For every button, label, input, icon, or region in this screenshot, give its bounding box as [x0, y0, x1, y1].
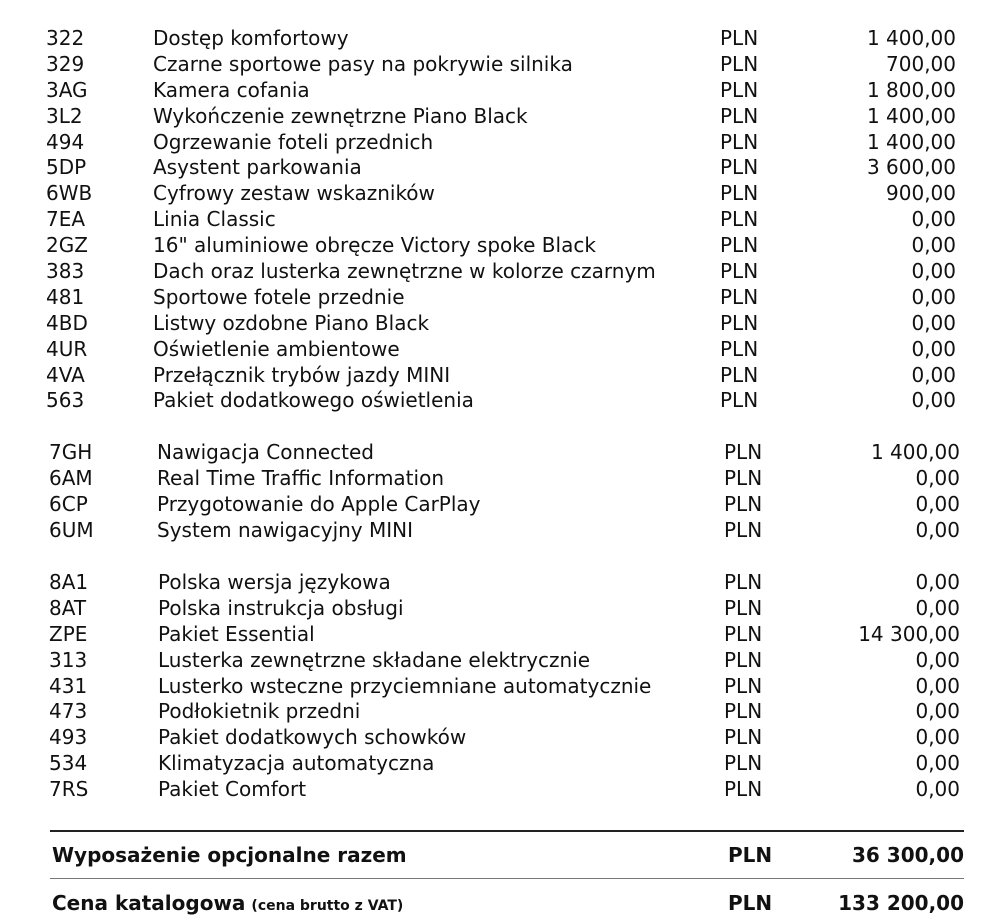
- catalog-divider: [50, 878, 964, 879]
- option-currency: PLN: [724, 570, 763, 594]
- options-group-2: [0, 440, 1000, 544]
- option-description: Ogrzewanie foteli przednich: [153, 129, 434, 154]
- option-description: Cyfrowy zestaw wskazników: [153, 181, 435, 206]
- optional-total-row: [0, 840, 1000, 870]
- option-price: 0,00: [915, 595, 960, 620]
- option-currency: PLN: [720, 51, 759, 76]
- option-price: 14 300,00: [858, 621, 960, 646]
- option-description: Pakiet dodatkowego oświetlenia: [153, 388, 474, 413]
- option-row: [0, 363, 1000, 389]
- option-price: 1 400,00: [866, 26, 956, 50]
- option-price: 0,00: [911, 259, 956, 284]
- option-description: Wykończenie zewnętrzne Piano Black: [153, 103, 528, 128]
- option-currency: PLN: [720, 77, 759, 102]
- option-description: Lusterka zewnętrzne składane elektrycznie: [158, 647, 591, 672]
- option-currency: PLN: [724, 725, 763, 750]
- option-description: Sportowe fotele przednie: [153, 284, 405, 309]
- optional-total-amount: 36 300,00: [852, 843, 964, 867]
- catalog-price-row: [0, 888, 1000, 918]
- option-code: 313: [49, 647, 88, 672]
- option-price: 0,00: [915, 699, 960, 724]
- option-currency: PLN: [720, 310, 759, 335]
- option-price: 1 400,00: [866, 103, 956, 128]
- option-currency: PLN: [724, 465, 763, 490]
- options-group-3: [0, 570, 1000, 803]
- option-description: Pakiet dodatkowych schowków: [158, 725, 467, 750]
- catalog-price-currency: PLN: [728, 891, 773, 915]
- option-row: [0, 78, 1000, 104]
- option-code: 6WB: [46, 181, 93, 206]
- option-code: 8AT: [49, 595, 87, 620]
- option-code: 329: [46, 51, 85, 76]
- option-price: 0,00: [911, 233, 956, 258]
- option-code: 2GZ: [46, 233, 88, 258]
- option-row: [0, 518, 1000, 544]
- option-description: Pakiet Comfort: [158, 777, 307, 802]
- option-price: 1 800,00: [866, 77, 956, 102]
- option-description: Kamera cofania: [153, 77, 310, 102]
- option-row: [0, 570, 1000, 596]
- option-currency: PLN: [720, 336, 759, 361]
- option-price: 0,00: [915, 751, 960, 776]
- option-description: Asystent parkowania: [153, 155, 362, 180]
- option-row: [0, 311, 1000, 337]
- option-description: 16" aluminiowe obręcze Victory spoke Black: [153, 233, 596, 258]
- option-currency: PLN: [720, 207, 759, 232]
- option-row: [0, 622, 1000, 648]
- option-currency: PLN: [724, 699, 763, 724]
- option-currency: PLN: [724, 595, 763, 620]
- option-currency: PLN: [720, 259, 759, 284]
- option-row: [0, 155, 1000, 181]
- option-code: 6UM: [49, 517, 94, 542]
- option-currency: PLN: [720, 181, 759, 206]
- option-description: Dostęp komfortowy: [153, 26, 349, 50]
- option-code: 4BD: [46, 310, 88, 335]
- option-price: 0,00: [915, 517, 960, 542]
- option-currency: PLN: [720, 284, 759, 309]
- option-row: [0, 725, 1000, 751]
- option-row: [0, 777, 1000, 803]
- option-currency: PLN: [720, 233, 759, 258]
- option-currency: PLN: [720, 388, 759, 413]
- option-row: [0, 492, 1000, 518]
- option-description: Polska instrukcja obsługi: [158, 595, 404, 620]
- catalog-price-label: Cena katalogowa: [52, 891, 246, 915]
- option-price: 0,00: [911, 362, 956, 387]
- option-price: 0,00: [915, 777, 960, 802]
- option-currency: PLN: [724, 777, 763, 802]
- option-description: Pakiet Essential: [158, 621, 315, 646]
- option-row: [0, 699, 1000, 725]
- option-price: 0,00: [911, 336, 956, 361]
- options-group-1: [0, 26, 1000, 414]
- option-price: 0,00: [915, 647, 960, 672]
- option-row: [0, 181, 1000, 207]
- option-row: [0, 259, 1000, 285]
- option-code: 3L2: [46, 103, 83, 128]
- option-currency: PLN: [724, 647, 763, 672]
- option-code: 383: [46, 259, 85, 284]
- option-code: 473: [49, 699, 88, 724]
- catalog-price-note: (cena brutto z VAT): [251, 898, 404, 914]
- option-description: Przygotowanie do Apple CarPlay: [157, 491, 481, 516]
- option-description: Nawigacja Connected: [157, 440, 374, 464]
- option-description: Podłokietnik przedni: [158, 699, 361, 724]
- option-currency: PLN: [724, 751, 763, 776]
- option-currency: PLN: [720, 26, 759, 50]
- option-description: Linia Classic: [153, 207, 276, 232]
- option-row: [0, 596, 1000, 622]
- option-row: [0, 648, 1000, 674]
- option-description: Polska wersja językowa: [158, 570, 391, 594]
- option-row: [0, 104, 1000, 130]
- option-price: 3 600,00: [866, 155, 956, 180]
- catalog-price-label-wrap: [52, 888, 403, 921]
- option-description: Lusterko wsteczne przyciemniane automatycznie: [158, 673, 652, 698]
- option-row: [0, 52, 1000, 78]
- option-description: System nawigacyjny MINI: [157, 517, 414, 542]
- catalog-price-amount: 133 200,00: [838, 891, 964, 915]
- option-row: [0, 26, 1000, 52]
- option-code: 481: [46, 284, 85, 309]
- option-description: Przełącznik trybów jazdy MINI: [153, 362, 451, 387]
- option-code: 431: [49, 673, 88, 698]
- option-code: 534: [49, 751, 88, 776]
- option-row: [0, 751, 1000, 777]
- option-currency: PLN: [720, 103, 759, 128]
- option-price: 1 400,00: [870, 440, 960, 464]
- option-code: 322: [46, 26, 85, 50]
- option-currency: PLN: [724, 491, 763, 516]
- option-row: [0, 466, 1000, 492]
- option-code: 4VA: [46, 362, 85, 387]
- option-code: 563: [46, 388, 85, 413]
- option-row: [0, 207, 1000, 233]
- option-currency: PLN: [720, 362, 759, 387]
- option-currency: PLN: [724, 621, 763, 646]
- option-currency: PLN: [720, 129, 759, 154]
- option-code: 3AG: [46, 77, 88, 102]
- option-price: 0,00: [915, 491, 960, 516]
- option-price: 0,00: [915, 465, 960, 490]
- option-price: 0,00: [915, 725, 960, 750]
- option-description: Real Time Traffic Information: [157, 465, 444, 490]
- option-code: 5DP: [46, 155, 87, 180]
- option-row: [0, 130, 1000, 156]
- optional-total-currency: PLN: [728, 843, 773, 867]
- option-price: 0,00: [911, 388, 956, 413]
- totals-divider: [50, 830, 964, 832]
- option-price: 0,00: [911, 207, 956, 232]
- option-code: 6AM: [49, 465, 93, 490]
- option-row: [0, 285, 1000, 311]
- option-code: 493: [49, 725, 88, 750]
- option-price: 0,00: [915, 673, 960, 698]
- option-code: 4UR: [46, 336, 88, 361]
- option-description: Czarne sportowe pasy na pokrywie silnika: [153, 51, 573, 76]
- option-price: 0,00: [915, 570, 960, 594]
- option-currency: PLN: [720, 155, 759, 180]
- option-code: 7RS: [49, 777, 89, 802]
- option-row: [0, 337, 1000, 363]
- option-row: [0, 233, 1000, 259]
- option-price: 1 400,00: [866, 129, 956, 154]
- option-description: Klimatyzacja automatyczna: [158, 751, 435, 776]
- option-code: 7GH: [49, 440, 93, 464]
- option-row: [0, 674, 1000, 700]
- option-code: 8A1: [49, 570, 89, 594]
- optional-total-label: Wyposażenie opcjonalne razem: [52, 843, 407, 867]
- option-currency: PLN: [724, 517, 763, 542]
- option-row: [0, 388, 1000, 414]
- option-code: 7EA: [46, 207, 86, 232]
- option-price: 700,00: [886, 51, 956, 76]
- option-price: 900,00: [886, 181, 956, 206]
- option-code: 494: [46, 129, 85, 154]
- option-price: 0,00: [911, 310, 956, 335]
- option-row: [0, 440, 1000, 466]
- option-code: 6CP: [49, 491, 88, 516]
- option-code: ZPE: [49, 621, 88, 646]
- option-currency: PLN: [724, 673, 763, 698]
- option-currency: PLN: [724, 440, 763, 464]
- option-description: Oświetlenie ambientowe: [153, 336, 400, 361]
- option-description: Listwy ozdobne Piano Black: [153, 310, 430, 335]
- option-price: 0,00: [911, 284, 956, 309]
- option-description: Dach oraz lusterka zewnętrzne w kolorze czarnym: [153, 259, 656, 284]
